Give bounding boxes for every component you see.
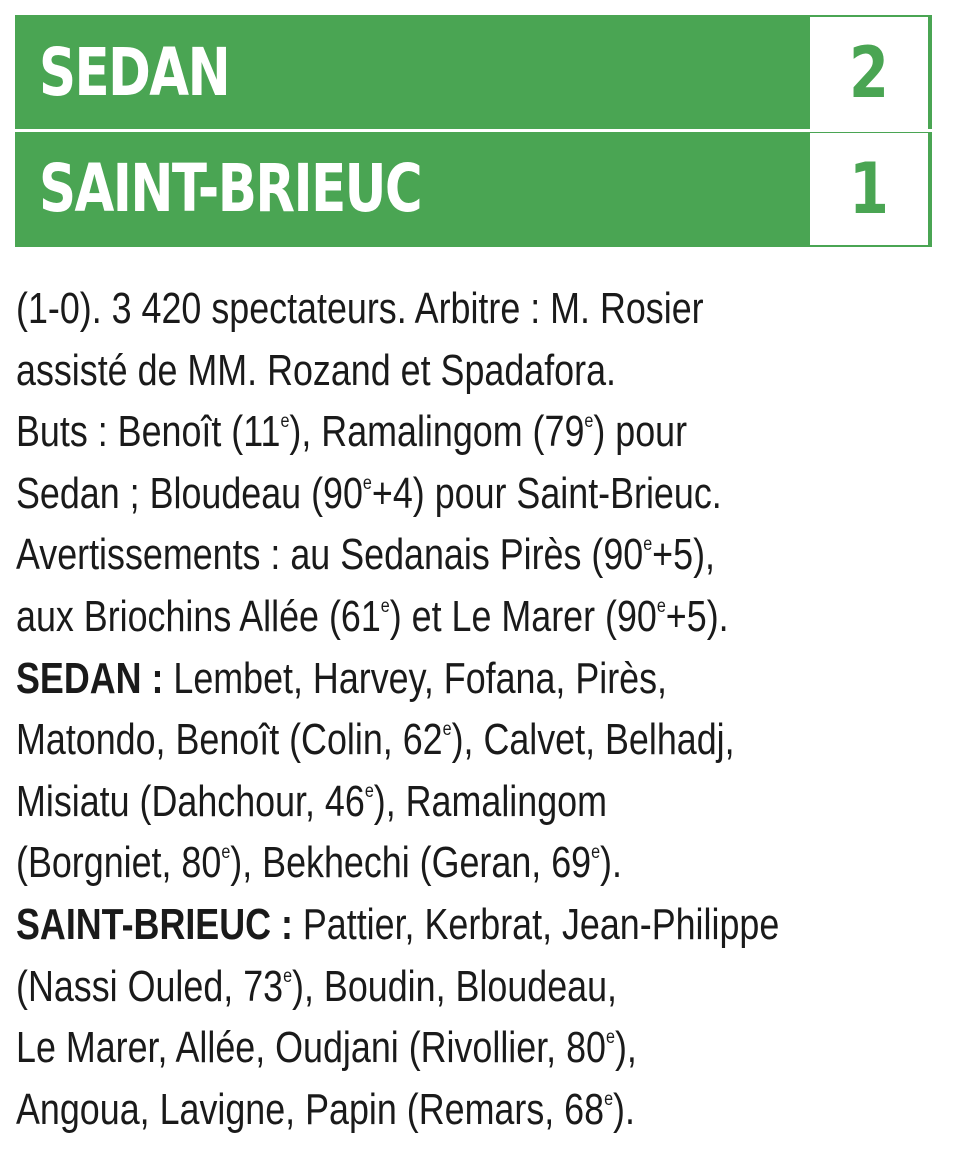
ordinal-suffix: e [605, 1026, 615, 1049]
report-text: (Nassi Ouled, 73 [16, 961, 284, 1011]
report-line [16, 278, 929, 340]
report-text: ), Boudin, Bloudeau, [292, 961, 618, 1011]
report-text: ), [614, 1023, 637, 1073]
sedan-lineup-label: SEDAN : [16, 653, 164, 703]
report-text: (1-0). 3 420 spectateurs. Arbitre : M. Rosier [16, 284, 704, 333]
away-score-box [810, 133, 928, 245]
report-text: ), Ramalingom (79 [289, 407, 585, 457]
report-text: ) et Le Marer (90 [389, 591, 657, 641]
home-score: 2 [849, 32, 889, 114]
home-team-name: SEDAN [39, 34, 230, 111]
report-text: ) pour [593, 407, 688, 457]
report-text: ), Calvet, Belhadj, [451, 715, 735, 765]
report-text: +5), [652, 530, 715, 580]
ordinal-suffix: e [604, 1087, 614, 1110]
ordinal-suffix: e [584, 410, 594, 433]
report-text: Misiatu (Dahchour, 46 [16, 776, 365, 826]
report-line [16, 340, 929, 402]
report-text: Angoua, Lavigne, Papin (Remars, 68 [16, 1084, 605, 1134]
report-text: ). [613, 1084, 635, 1134]
report-line [16, 524, 929, 586]
ordinal-suffix: e [380, 595, 390, 618]
ordinal-suffix: e [221, 841, 231, 864]
report-text: assisté de MM. Rozand et Spadafora. [16, 345, 616, 395]
report-line [16, 956, 929, 1018]
report-text: Avertissements : au Sedanais Pirès (90 [16, 530, 644, 580]
report-text: ). [600, 838, 622, 888]
report-text: aux Briochins Allée (61 [16, 591, 381, 641]
report-line [16, 832, 929, 894]
report-line [16, 894, 929, 956]
report-text: Buts : Benoît (11 [16, 407, 281, 457]
scoreboard [15, 15, 932, 247]
report-line [16, 586, 929, 648]
saint-brieuc-lineup-label: SAINT-BRIEUC : [16, 899, 293, 949]
away-team-name: SAINT-BRIEUC [39, 150, 422, 227]
home-score-box [810, 17, 928, 129]
report-text: Sedan ; Bloudeau (90 [16, 468, 363, 518]
report-line [16, 648, 929, 710]
report-line [16, 463, 929, 525]
home-team-row [15, 17, 932, 129]
ordinal-suffix: e [591, 841, 601, 864]
ordinal-suffix: e [656, 595, 666, 618]
ordinal-suffix: e [362, 471, 372, 494]
report-text: ), Bekhechi (Geran, 69 [230, 838, 592, 888]
ordinal-suffix: e [283, 964, 293, 987]
report-text: Matondo, Benoît (Colin, 62 [16, 715, 443, 765]
ordinal-suffix: e [280, 410, 290, 433]
report-text: Pattier, Kerbrat, Jean-Philippe [292, 899, 780, 949]
report-text: +4) pour Saint-Brieuc. [371, 468, 722, 518]
report-text: Lembet, Harvey, Fofana, Pirès, [163, 653, 668, 703]
report-line [16, 709, 929, 771]
report-text: Le Marer, Allée, Oudjani (Rivollier, 80 [16, 1023, 606, 1073]
report-text: ), Ramalingom [373, 776, 607, 826]
report-line [16, 401, 929, 463]
ordinal-suffix: e [442, 718, 452, 741]
match-report [16, 278, 929, 1140]
report-line [16, 771, 929, 833]
report-line [16, 1079, 929, 1141]
report-line [16, 1017, 929, 1079]
scoreboard-divider [15, 129, 932, 132]
ordinal-suffix: e [643, 533, 653, 556]
away-team-row [15, 133, 932, 245]
away-score: 1 [849, 148, 889, 230]
report-text: (Borgniet, 80 [16, 838, 222, 888]
report-text: +5). [665, 591, 729, 641]
ordinal-suffix: e [364, 779, 374, 802]
